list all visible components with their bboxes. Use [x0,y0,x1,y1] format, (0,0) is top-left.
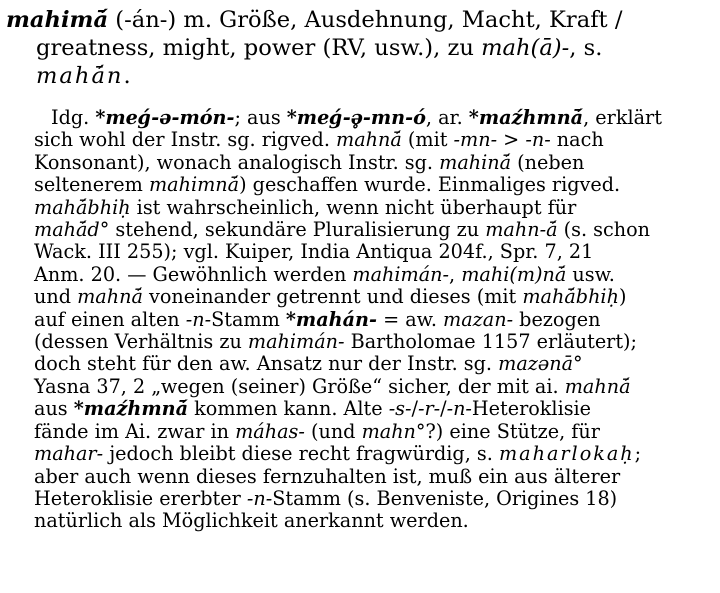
entry-header-line-3: mahā́n. [36,63,131,89]
dictionary-entry [6,6,711,533]
text-line: aus *maźhmnā́ kommen kann. Alte -s-/-r-/-n-Heteroklisie [34,397,592,421]
text-line: Anm. 20. — Gewöhnlich werden mahimán-, mahi(m)nā́ usw. [34,262,615,286]
text-line: Heteroklisie ererbter -n-Stamm (s. Benveniste, Origines 18) [34,486,618,510]
text-line: Konsonant), wonach analogisch Instr. sg. mahinā́ (neben [34,150,585,174]
text-line: mahā́d° stehend, sekundäre Pluralisierung zu mahn-ā́ (s. schon [34,218,651,242]
text-line: (dessen Verhältnis zu mahimán- Bartholomae 1157 erläutert); [34,330,638,354]
text-line: auf einen alten -n-Stamm *mahán- = aw. mazan- bezogen [34,307,601,331]
entry-header-line-2: greatness, might, power (RV, usw.), zu mah(ā)-, s. [36,35,603,61]
text-line: aber auch wenn dieses fernzuhalten ist, muß ein aus älterer [34,464,621,488]
root-reference: mah(ā)- [481,35,570,61]
grammar-and-gloss: (-án-) m. Größe, Ausdehnung, Macht, Kraft / [108,7,623,33]
text-line: sich wohl der Instr. sg. rigved. mahnā́ (mit -mn- > -n- nach [34,128,604,152]
text-line: mahar- jedoch bleibt diese recht fragwürdig, s. maharlokaḥ; [34,442,642,466]
cross-reference: maharlokaḥ [498,442,635,466]
entry-header-line-1 [6,6,711,34]
text-line: natürlich als Möglichkeit anerkannt werden. [34,509,469,533]
text-line: doch steht für den aw. Ansatz nur der Instr. sg. mazənā° [34,352,583,376]
headword: mahimā́ [6,7,109,33]
section-gap [6,90,711,107]
etymology-paragraph [6,107,711,533]
text-line: Yasna 37, 2 „wegen (seiner) Größe“ sicher, der mit ai. mahnā́ [34,374,631,398]
cross-reference: mahā́n [36,63,124,89]
text-line: seltenerem mahimnā́) geschaffen wurde. Einmaliges rigved. [34,173,621,197]
text-line: und mahnā́ voneinander getrennt und dieses (mit mahā́bhiḥ) [34,285,627,309]
text-line: mahā́bhiḥ ist wahrscheinlich, wenn nicht überhaupt für [34,195,577,219]
text-line: Wack. III 255); vgl. Kuiper, India Antiqua 204f., Spr. 7, 21 [34,240,594,264]
text-line: Idg. *meǵ-ə-món-; aus *meǵ-ə̥-mn-ó, ar. *maźhmnā́, erklärt [51,106,662,129]
text-line: fände im Ai. zwar in máhas- (und mahn°?) eine Stütze, für [34,419,600,443]
